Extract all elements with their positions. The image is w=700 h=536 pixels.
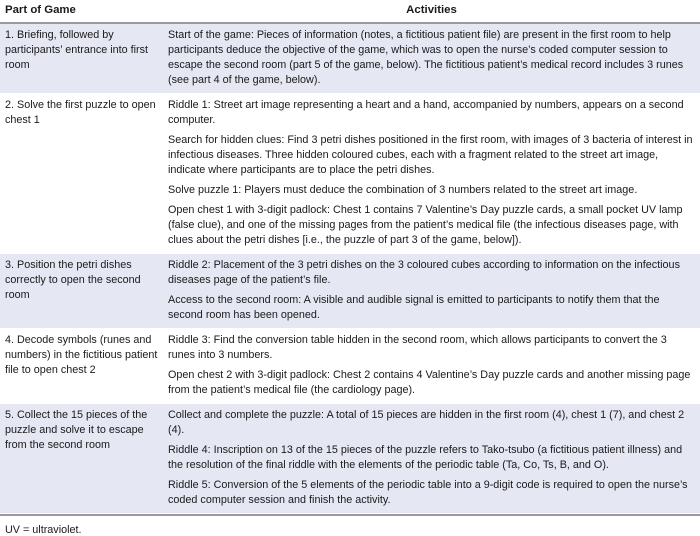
activities-cell bbox=[163, 24, 700, 93]
activity-text: Start of the game: Pieces of information (notes, a fictitious patient file) are present in the first room to help participants deduce the objective of the game, which was to open the nurse’s coded computer session to escape the second room (part 5 of the game, below). The fictitious patient’s medical record includes 3 runes (see part 4 of the game, below). bbox=[168, 29, 684, 86]
activity-text: Open chest 2 with 3-digit padlock: Chest 2 contains 4 Valentine’s Day puzzle cards and another missing page from the patient’s medical file (the cardiology page). bbox=[168, 369, 691, 396]
table-row bbox=[0, 254, 700, 329]
table-row bbox=[0, 24, 700, 94]
activity-text: Riddle 2: Placement of the 3 petri dishes on the 3 coloured cubes according to information on the infectious diseases page of the patient’s file. bbox=[168, 259, 680, 286]
activities-cell bbox=[163, 254, 700, 328]
activity-text: Riddle 3: Find the conversion table hidden in the second room, which allows participants to convert the 3 runes into 3 numbers. bbox=[168, 334, 667, 361]
header-activities: Activities bbox=[406, 4, 457, 16]
part-cell: 5. Collect the 15 pieces of the puzzle and solve it to escape from the second room bbox=[5, 409, 148, 451]
part-cell: 4. Decode symbols (runes and numbers) in the fictitious patient file to open chest 2 bbox=[5, 334, 158, 376]
table-header bbox=[0, 0, 700, 24]
activities-cell bbox=[163, 404, 700, 513]
footnote: UV = ultraviolet. bbox=[5, 524, 82, 536]
activities-cell bbox=[163, 94, 700, 253]
activity-text: Riddle 4: Inscription on 13 of the 15 pieces of the puzzle refers to Tako-tsubo (a fictitious patient illness) and the resolution of the final riddle with the elements of the periodic table (Ta, Co, Ts, B, and O). bbox=[168, 444, 683, 471]
activity-text: Solve puzzle 1: Players must deduce the combination of 3 numbers related to the street art image. bbox=[168, 184, 638, 196]
activity-text: Riddle 5: Conversion of the 5 elements of the periodic table into a 9-digit code is required to open the nurse’s coded computer session and finish the activity. bbox=[168, 479, 688, 506]
table-row bbox=[0, 404, 700, 514]
part-cell: 3. Position the petri dishes correctly to open the second room bbox=[5, 259, 141, 301]
table-row bbox=[0, 329, 700, 404]
activities-cell bbox=[163, 329, 700, 403]
activity-text: Open chest 1 with 3-digit padlock: Chest 1 contains 7 Valentine’s Day puzzle cards, a small pocket UV lamp (false clue), and one of the missing pages from the patient’s medical file (the infectious diseases page, with clues about the petri dishes [i.e., the puzzle of part 3 of the game, below]). bbox=[168, 204, 683, 246]
activity-text: Search for hidden clues: Find 3 petri dishes positioned in the first room, with images of 3 bacteria of interest in infectious diseases. Three hidden coloured cubes, each with a fragment related to the street art image, indicate where participants are to place the petri dishes. bbox=[168, 134, 693, 176]
part-cell: 1. Briefing, followed by participants’ entrance into first room bbox=[5, 29, 149, 71]
part-cell: 2. Solve the first puzzle to open chest 1 bbox=[5, 99, 156, 126]
activity-text: Riddle 1: Street art image representing a heart and a hand, accompanied by numbers, appears on a second computer. bbox=[168, 99, 684, 126]
header-part-of-game: Part of Game bbox=[5, 4, 76, 16]
activity-text: Collect and complete the puzzle: A total of 15 pieces are hidden in the first room (4), chest 1 (7), and chest 2 (4). bbox=[168, 409, 685, 436]
table-row bbox=[0, 94, 700, 254]
activity-text: Access to the second room: A visible and audible signal is emitted to participants to notify them that the second room has been opened. bbox=[168, 294, 660, 321]
